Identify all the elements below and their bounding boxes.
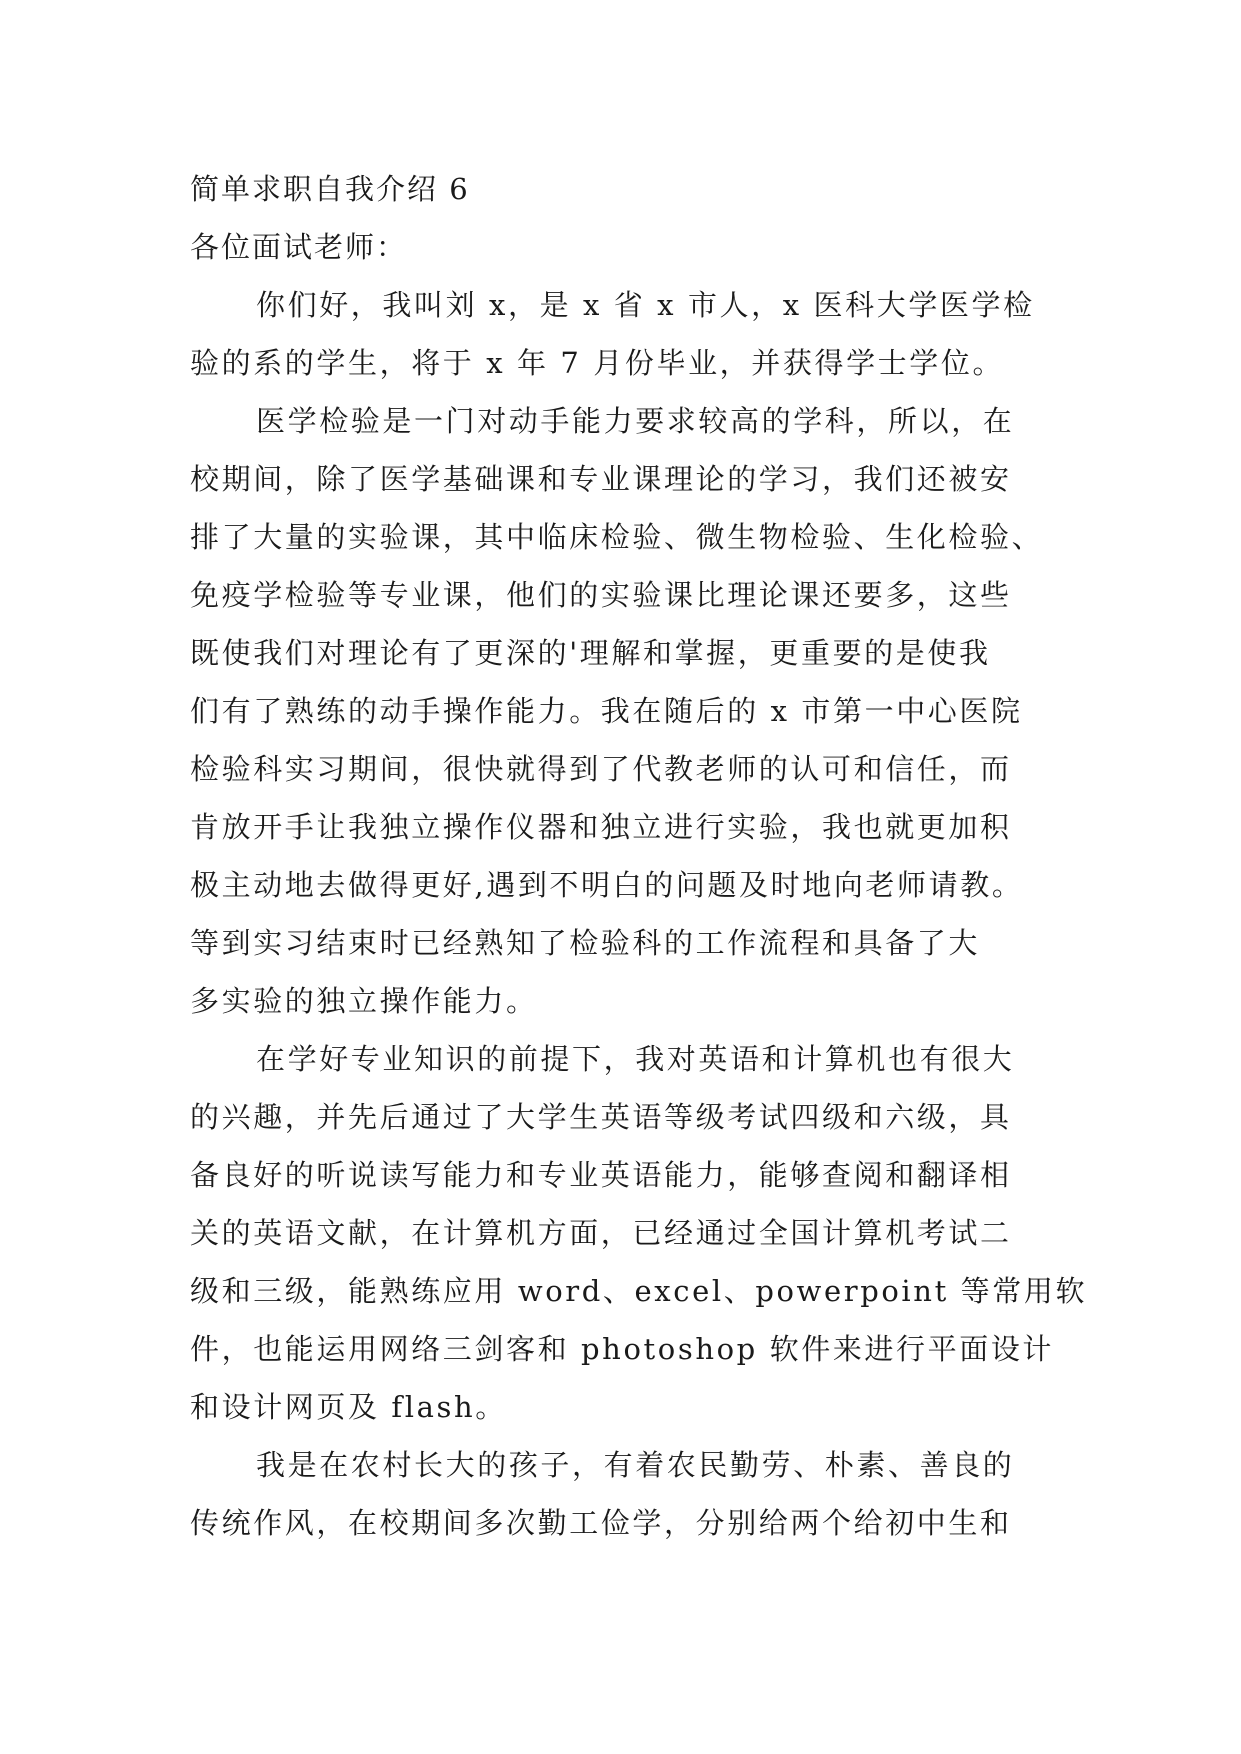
text-line: 多实验的独立操作能力。 xyxy=(190,984,538,1018)
document-body xyxy=(190,160,1088,1552)
text-line: 级和三级，能熟练应用 word、excel、powerpoint 等常用软 xyxy=(190,1274,1088,1308)
salutation: 各位面试老师： xyxy=(190,230,408,264)
text-line: 医学检验是一门对动手能力要求较高的学科，所以，在 xyxy=(256,404,1015,438)
text-line: 排了大量的实验课，其中临床检验、微生物检验、生化检验、 xyxy=(190,520,1044,554)
text-line: 验的系的学生，将于 x 年 7 月份毕业，并获得学士学位。 xyxy=(190,346,1005,380)
text-line: 肯放开手让我独立操作仪器和独立进行实验，我也就更加积 xyxy=(190,810,1012,844)
body-text xyxy=(190,276,1088,1552)
text-line: 极主动地去做得更好,遇到不明白的问题及时地向老师请教。 xyxy=(190,868,1024,902)
text-line: 等到实习结束时已经熟知了检验科的工作流程和具备了大 xyxy=(190,926,981,960)
text-line: 传统作风，在校期间多次勤工俭学，分别给两个给初中生和 xyxy=(190,1506,1012,1540)
text-line: 你们好，我叫刘 x，是 x 省 x 市人，x 医科大学医学检 xyxy=(256,288,1035,322)
text-line: 我是在农村长大的孩子，有着农民勤劳、朴素、善良的 xyxy=(256,1448,1015,1482)
text-line: 和设计网页及 flash。 xyxy=(190,1390,507,1424)
text-line: 的兴趣，并先后通过了大学生英语等级考试四级和六级，具 xyxy=(190,1100,1012,1134)
text-line: 备良好的听说读写能力和专业英语能力，能够查阅和翻译相 xyxy=(190,1158,1012,1192)
document-title: 简单求职自我介绍 6 xyxy=(190,172,470,206)
text-line: 在学好专业知识的前提下，我对英语和计算机也有很大 xyxy=(256,1042,1015,1076)
text-line: 检验科实习期间，很快就得到了代教老师的认可和信任，而 xyxy=(190,752,1012,786)
text-line: 们有了熟练的动手操作能力。我在随后的 x 市第一中心医院 xyxy=(190,694,1023,728)
text-line: 免疫学检验等专业课，他们的实验课比理论课还要多，这些 xyxy=(190,578,1012,612)
text-line: 既使我们对理论有了更深的'理解和掌握，更重要的是使我 xyxy=(190,636,991,670)
text-line: 校期间，除了医学基础课和专业课理论的学习，我们还被安 xyxy=(190,462,1012,496)
text-line: 关的英语文献，在计算机方面，已经通过全国计算机考试二 xyxy=(190,1216,1012,1250)
text-line: 件，也能运用网络三剑客和 photoshop 软件来进行平面设计 xyxy=(190,1332,1055,1366)
